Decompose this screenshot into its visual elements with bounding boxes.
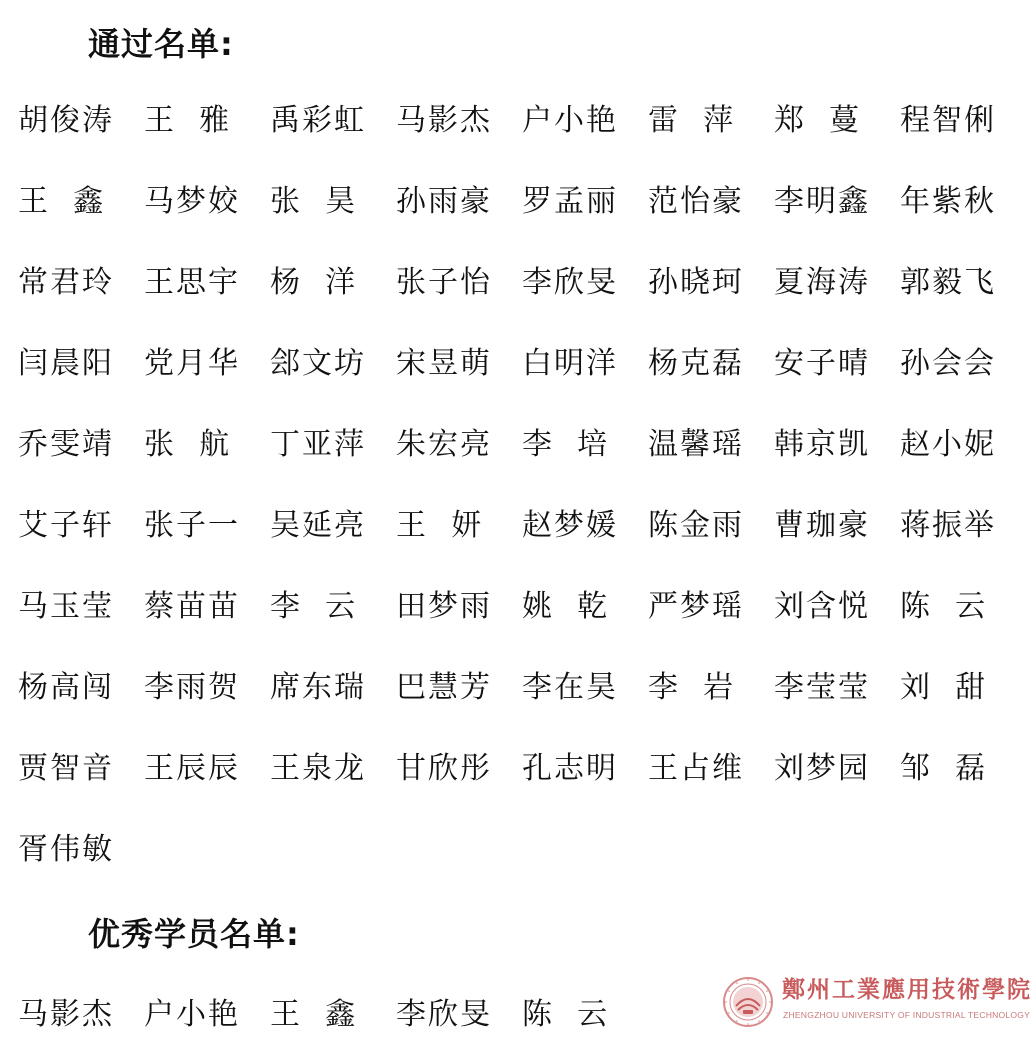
student-name: 温馨瑶 <box>648 427 744 462</box>
student-name: 胡俊涛 <box>18 103 114 138</box>
name-row <box>18 103 1028 187</box>
student-name: 马梦姣 <box>144 184 240 219</box>
student-name: 孙会会 <box>900 346 996 381</box>
student-name: 杨克磊 <box>648 346 744 381</box>
student-name: 郑 蔓 <box>774 103 862 138</box>
student-name: 程智俐 <box>900 103 996 138</box>
student-name: 姚 乾 <box>522 589 610 624</box>
excellent-student-name: 马影杰 <box>18 997 114 1032</box>
student-name: 户小艳 <box>522 103 618 138</box>
excellent-student-name: 陈 云 <box>522 997 610 1032</box>
student-name: 巴慧芳 <box>396 670 492 705</box>
name-row <box>18 751 1028 835</box>
student-name: 曹珈豪 <box>774 508 870 543</box>
student-name: 王 鑫 <box>18 184 106 219</box>
student-name: 田梦雨 <box>396 589 492 624</box>
name-row <box>18 508 1028 592</box>
student-name: 王泉龙 <box>270 751 366 786</box>
student-name: 王 妍 <box>396 508 484 543</box>
name-row <box>18 184 1028 268</box>
student-name: 李莹莹 <box>774 670 870 705</box>
student-name: 陈金雨 <box>648 508 744 543</box>
student-name: 李 云 <box>270 589 358 624</box>
student-name: 赵小妮 <box>900 427 996 462</box>
name-row <box>18 832 1028 916</box>
student-name: 李在昊 <box>522 670 618 705</box>
student-name: 郭毅飞 <box>900 265 996 300</box>
student-name: 蔡苗苗 <box>144 589 240 624</box>
student-name: 李雨贺 <box>144 670 240 705</box>
pass-list <box>18 103 1028 916</box>
student-name: 丁亚萍 <box>270 427 366 462</box>
student-name: 甘欣彤 <box>396 751 492 786</box>
excellent-student-name: 李欣旻 <box>396 997 492 1032</box>
university-name-english: ZHENGZHOU UNIVERSITY OF INDUSTRIAL TECHNOLOGY <box>783 1010 1031 1020</box>
student-name: 郐文坊 <box>270 346 366 381</box>
student-name: 胥伟敏 <box>18 832 114 867</box>
student-name: 王辰辰 <box>144 751 240 786</box>
excellent-student-name: 户小艳 <box>144 997 240 1032</box>
student-name: 孙雨豪 <box>396 184 492 219</box>
student-name: 宋昱萌 <box>396 346 492 381</box>
student-name: 张 昊 <box>270 184 358 219</box>
student-name: 蒋振举 <box>900 508 996 543</box>
student-name: 陈 云 <box>900 589 988 624</box>
student-name: 李 培 <box>522 427 610 462</box>
student-name: 赵梦媛 <box>522 508 618 543</box>
student-name: 艾子轩 <box>18 508 114 543</box>
student-name: 党月华 <box>144 346 240 381</box>
student-name: 王 雅 <box>144 103 232 138</box>
student-name: 禹彩虹 <box>270 103 366 138</box>
name-row <box>18 427 1028 511</box>
student-name: 范怡豪 <box>648 184 744 219</box>
student-name: 席东瑞 <box>270 670 366 705</box>
student-name: 闫晨阳 <box>18 346 114 381</box>
student-name: 严梦瑶 <box>648 589 744 624</box>
student-name: 马玉莹 <box>18 589 114 624</box>
student-name: 刘梦园 <box>774 751 870 786</box>
university-logo <box>722 976 1032 1026</box>
student-name: 张子一 <box>144 508 240 543</box>
university-name-chinese: 鄭州工業應用技術學院 <box>782 976 1032 1003</box>
student-name: 雷 萍 <box>648 103 736 138</box>
name-row <box>18 346 1028 430</box>
student-name: 张子怡 <box>396 265 492 300</box>
name-row <box>18 265 1028 349</box>
student-name: 安子晴 <box>774 346 870 381</box>
excellent-list-heading: 优秀学员名单: <box>88 915 300 953</box>
student-name: 张 航 <box>144 427 232 462</box>
student-name: 王占维 <box>648 751 744 786</box>
student-name: 贾智音 <box>18 751 114 786</box>
student-name: 李 岩 <box>648 670 736 705</box>
student-name: 白明洋 <box>522 346 618 381</box>
student-name: 孙晓珂 <box>648 265 744 300</box>
student-name: 刘含悦 <box>774 589 870 624</box>
student-name: 李明鑫 <box>774 184 870 219</box>
name-row <box>18 670 1028 754</box>
student-name: 李欣旻 <box>522 265 618 300</box>
student-name: 王思宇 <box>144 265 240 300</box>
student-name: 韩京凯 <box>774 427 870 462</box>
student-name: 年紫秋 <box>900 184 996 219</box>
student-name: 夏海涛 <box>774 265 870 300</box>
student-name: 朱宏亮 <box>396 427 492 462</box>
student-name: 马影杰 <box>396 103 492 138</box>
student-name: 孔志明 <box>522 751 618 786</box>
student-name: 吴延亮 <box>270 508 366 543</box>
pass-list-heading: 通过名单: <box>88 25 234 63</box>
student-name: 杨高闯 <box>18 670 114 705</box>
student-name: 常君玲 <box>18 265 114 300</box>
student-name: 邹 磊 <box>900 751 988 786</box>
name-row <box>18 589 1028 673</box>
university-seal-icon <box>722 976 774 1028</box>
student-name: 乔雯靖 <box>18 427 114 462</box>
student-name: 刘 甜 <box>900 670 988 705</box>
excellent-student-name: 王 鑫 <box>270 997 358 1032</box>
student-name: 罗孟丽 <box>522 184 618 219</box>
student-name: 杨 洋 <box>270 265 358 300</box>
